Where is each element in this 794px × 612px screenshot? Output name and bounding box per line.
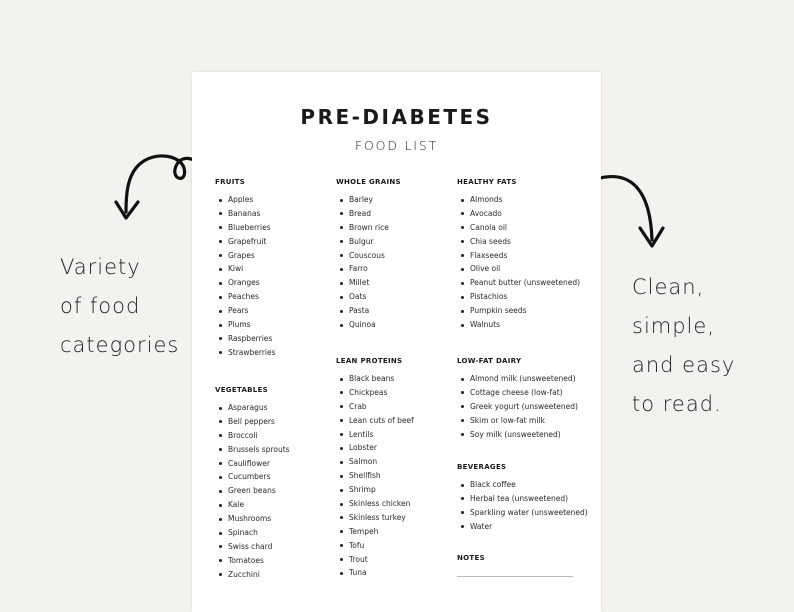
section-low-fat-dairy (457, 355, 597, 441)
list-item-label: Greek yogurt (unsweetened) (470, 401, 578, 411)
list-item-label: Chia seeds (470, 236, 511, 246)
section-vegetables (215, 384, 355, 582)
list-item-label: Strawberries (228, 347, 276, 357)
section-heading: FRUITS (215, 178, 246, 186)
list-item-label: Green beans (228, 486, 276, 496)
list-item-label: Oranges (228, 278, 260, 288)
list-item (457, 506, 597, 520)
list-item (336, 497, 476, 511)
bullet-icon (340, 433, 343, 436)
list-item-label: Bell peppers (228, 416, 275, 426)
bullet-icon (340, 516, 343, 519)
bullet-icon (461, 212, 464, 215)
section-fruits (215, 176, 355, 360)
list-item-label: Peanut butter (unsweetened) (470, 278, 581, 288)
list-item-label: Crab (349, 401, 367, 411)
list-item-label: Almonds (470, 195, 503, 204)
bullet-icon (340, 558, 343, 561)
list-item-label: Black coffee (470, 480, 516, 489)
list-item (457, 428, 597, 442)
section-whole-grains (336, 176, 476, 332)
bullet-icon (219, 240, 222, 243)
list-item (457, 221, 597, 235)
list-item (215, 318, 355, 332)
list-item-label: Shrimp (349, 485, 376, 495)
list-item (215, 470, 355, 484)
list-item (215, 484, 355, 498)
bullet-icon (461, 484, 464, 487)
list-item (336, 539, 476, 553)
list-item (336, 249, 476, 263)
left-annotation-line-1: Variety (60, 255, 141, 279)
list-item (336, 318, 476, 332)
list-item-label: Bananas (228, 208, 261, 218)
item-list (215, 193, 355, 360)
list-item (215, 221, 355, 235)
bullet-icon (340, 296, 343, 299)
sheet-subtitle: FOOD LIST (355, 138, 438, 153)
list-item (336, 386, 476, 400)
bullet-icon (340, 405, 343, 408)
list-item (215, 526, 355, 540)
bullet-icon (219, 434, 222, 437)
list-item-label: Chickpeas (349, 387, 388, 397)
section-heading: HEALTHY FATS (457, 178, 517, 186)
list-item-label: Lean cuts of beef (349, 415, 414, 425)
list-item-label: Blueberries (228, 222, 271, 232)
list-item-label: Lentils (349, 429, 374, 439)
list-item (215, 304, 355, 318)
list-item (336, 525, 476, 539)
bullet-icon (461, 497, 464, 500)
list-item (336, 483, 476, 497)
section-healthy-fats (457, 176, 597, 332)
bullet-icon (219, 504, 222, 507)
left-annotation-line-3: categories (60, 333, 180, 357)
bullet-icon (461, 324, 464, 327)
bullet-icon (340, 310, 343, 313)
list-item-label: Flaxseeds (470, 250, 508, 260)
list-item (215, 554, 355, 568)
list-item (457, 207, 597, 221)
bullet-icon (461, 268, 464, 271)
list-item-label: Cottage cheese (low-fat) (470, 387, 563, 397)
bullet-icon (219, 407, 222, 410)
list-item (215, 498, 355, 512)
list-item (457, 520, 597, 534)
list-item-label: Grapes (228, 250, 255, 260)
list-item (215, 540, 355, 554)
list-item-label: Pasta (349, 306, 370, 316)
list-item-label: Kiwi (228, 264, 244, 274)
bullet-icon (340, 324, 343, 327)
arrow-right-icon (588, 168, 678, 258)
bullet-icon (340, 212, 343, 215)
list-item (457, 400, 597, 414)
bullet-icon (461, 254, 464, 257)
list-item-label: Skim or low-fat milk (470, 415, 545, 425)
list-item (457, 235, 597, 249)
section-lean-proteins (336, 355, 476, 580)
bullet-icon (340, 199, 343, 202)
list-item-label: Bulgur (349, 236, 374, 246)
list-item-label: Brussels sprouts (228, 444, 290, 454)
bullet-icon (219, 351, 222, 354)
list-item (215, 401, 355, 415)
bullet-icon (461, 240, 464, 243)
bullet-icon (219, 199, 222, 202)
list-item (215, 249, 355, 263)
bullet-icon (219, 212, 222, 215)
bullet-icon (461, 296, 464, 299)
bullet-icon (219, 337, 222, 340)
list-item (457, 318, 597, 332)
item-list (457, 478, 597, 534)
sheet-title: PRE-DIABETES (300, 105, 493, 129)
list-item (215, 429, 355, 443)
item-list (457, 193, 597, 332)
section-heading: LOW-FAT DAIRY (457, 357, 522, 365)
section-notes (457, 552, 597, 569)
list-item-label: Barley (349, 195, 373, 204)
bullet-icon (219, 518, 222, 521)
bullet-icon (340, 475, 343, 478)
list-item (215, 568, 355, 582)
bullet-icon (219, 324, 222, 327)
list-item-label: Soy milk (unsweetened) (470, 429, 561, 439)
list-item-label: Pears (228, 306, 249, 316)
list-item (215, 443, 355, 457)
section-heading: VEGETABLES (215, 386, 268, 394)
list-item-label: Tofu (349, 540, 365, 550)
list-item-label: Bread (349, 208, 372, 218)
list-item-label: Broccoli (228, 430, 258, 440)
bullet-icon (219, 268, 222, 271)
bullet-icon (340, 503, 343, 506)
list-item (215, 262, 355, 276)
bullet-icon (219, 490, 222, 493)
list-item-label: Cauliflower (228, 458, 270, 468)
bullet-icon (340, 572, 343, 575)
bullet-icon (219, 476, 222, 479)
left-annotation (60, 248, 179, 365)
section-heading: WHOLE GRAINS (336, 178, 401, 186)
list-item-label: Plums (228, 320, 251, 330)
list-item-label: Black beans (349, 374, 395, 383)
bullet-icon (461, 199, 464, 202)
right-annotation-line-3: and easy (632, 353, 736, 377)
list-item (336, 511, 476, 525)
list-item (457, 372, 597, 386)
list-item-label: Pistachios (470, 292, 508, 302)
list-item (336, 372, 476, 386)
right-annotation-line-2: simple, (632, 314, 715, 338)
list-item (336, 414, 476, 428)
list-item-label: Millet (349, 278, 370, 288)
section-heading: LEAN PROTEINS (336, 357, 403, 365)
list-item-label: Pumpkin seeds (470, 306, 527, 316)
list-item-label: Olive oil (470, 264, 501, 274)
list-item-label: Trout (349, 554, 368, 564)
list-item (336, 235, 476, 249)
bullet-icon (219, 559, 222, 562)
list-item-label: Swiss chard (228, 541, 273, 551)
list-item (215, 276, 355, 290)
list-item (457, 478, 597, 492)
list-item-label: Tuna (349, 568, 367, 578)
list-item (215, 290, 355, 304)
bullet-icon (340, 282, 343, 285)
right-annotation (632, 268, 735, 424)
list-item-label: Walnuts (470, 320, 500, 330)
list-item-label: Raspberries (228, 333, 273, 343)
bullet-icon (340, 419, 343, 422)
list-item-label: Brown rice (349, 222, 389, 232)
bullet-icon (340, 391, 343, 394)
list-item (215, 415, 355, 429)
notes-line (457, 576, 573, 577)
list-item (336, 262, 476, 276)
section-beverages (457, 461, 597, 534)
list-item-label: Asparagus (228, 403, 268, 412)
bullet-icon (461, 433, 464, 436)
list-item-label: Sparkling water (unsweetened) (470, 507, 588, 517)
list-item (215, 207, 355, 221)
bullet-icon (219, 532, 222, 535)
list-item-label: Mushrooms (228, 514, 272, 524)
bullet-icon (219, 545, 222, 548)
list-item (336, 290, 476, 304)
bullet-icon (340, 530, 343, 533)
bullet-icon (461, 405, 464, 408)
bullet-icon (340, 240, 343, 243)
list-item (457, 386, 597, 400)
list-item (457, 290, 597, 304)
list-item (336, 221, 476, 235)
bullet-icon (340, 378, 343, 381)
left-annotation-line-2: of food (60, 294, 141, 318)
list-item-label: Farro (349, 264, 368, 274)
list-item (215, 332, 355, 346)
bullet-icon (461, 419, 464, 422)
bullet-icon (461, 511, 464, 514)
list-item-label: Tomatoes (228, 555, 264, 565)
list-item (457, 304, 597, 318)
list-item (336, 566, 476, 580)
right-annotation-line-4: to read. (632, 392, 722, 416)
list-item-label: Canola oil (470, 222, 507, 232)
list-item-label: Zucchini (228, 569, 260, 579)
section-heading: BEVERAGES (457, 463, 507, 471)
bullet-icon (461, 391, 464, 394)
bullet-icon (461, 525, 464, 528)
list-item (336, 193, 476, 207)
list-item (336, 553, 476, 567)
list-item (457, 249, 597, 263)
bullet-icon (219, 573, 222, 576)
list-item (336, 304, 476, 318)
item-list (215, 401, 355, 582)
list-item-label: Spinach (228, 528, 258, 538)
list-item (336, 207, 476, 221)
bullet-icon (219, 282, 222, 285)
bullet-icon (340, 447, 343, 450)
list-item (336, 469, 476, 483)
list-item (457, 414, 597, 428)
list-item-label: Avocado (470, 208, 502, 218)
list-item-label: Herbal tea (unsweetened) (470, 493, 569, 503)
bullet-icon (340, 461, 343, 464)
list-item-label: Apples (228, 195, 254, 204)
item-list (457, 372, 597, 441)
list-item-label: Kale (228, 500, 245, 510)
list-item-label: Shellfish (349, 471, 381, 481)
list-item (215, 457, 355, 471)
list-item (215, 193, 355, 207)
list-item (215, 512, 355, 526)
bullet-icon (461, 282, 464, 285)
list-item-label: Peaches (228, 292, 259, 302)
list-item-label: Skinless chicken (349, 499, 411, 509)
item-list (336, 193, 476, 332)
food-list-sheet (192, 72, 601, 612)
bullet-icon (340, 489, 343, 492)
bullet-icon (219, 462, 222, 465)
bullet-icon (461, 310, 464, 313)
list-item-label: Salmon (349, 457, 378, 467)
bullet-icon (219, 310, 222, 313)
list-item (215, 346, 355, 360)
list-item-label: Skinless turkey (349, 512, 406, 522)
bullet-icon (219, 420, 222, 423)
list-item-label: Couscous (349, 250, 385, 260)
bullet-icon (461, 226, 464, 229)
list-item (457, 193, 597, 207)
list-item-label: Tempeh (349, 526, 379, 536)
list-item-label: Water (470, 521, 493, 531)
bullet-icon (461, 378, 464, 381)
list-item (336, 441, 476, 455)
right-annotation-line-1: Clean, (632, 275, 705, 299)
bullet-icon (219, 296, 222, 299)
bullet-icon (219, 226, 222, 229)
list-item (457, 492, 597, 506)
list-item-label: Grapefruit (228, 236, 267, 246)
bullet-icon (219, 254, 222, 257)
list-item (336, 400, 476, 414)
list-item (215, 235, 355, 249)
list-item-label: Oats (349, 292, 367, 302)
notes-heading: NOTES (457, 554, 485, 562)
bullet-icon (340, 544, 343, 547)
list-item (336, 428, 476, 442)
list-item (336, 276, 476, 290)
bullet-icon (340, 254, 343, 257)
item-list (336, 372, 476, 580)
list-item-label: Almond milk (unsweetened) (470, 374, 576, 383)
list-item (336, 455, 476, 469)
list-item-label: Cucumbers (228, 472, 271, 482)
list-item-label: Quinoa (349, 320, 376, 330)
list-item-label: Lobster (349, 443, 377, 453)
list-item (457, 276, 597, 290)
bullet-icon (219, 448, 222, 451)
list-item (457, 262, 597, 276)
bullet-icon (340, 268, 343, 271)
bullet-icon (340, 226, 343, 229)
